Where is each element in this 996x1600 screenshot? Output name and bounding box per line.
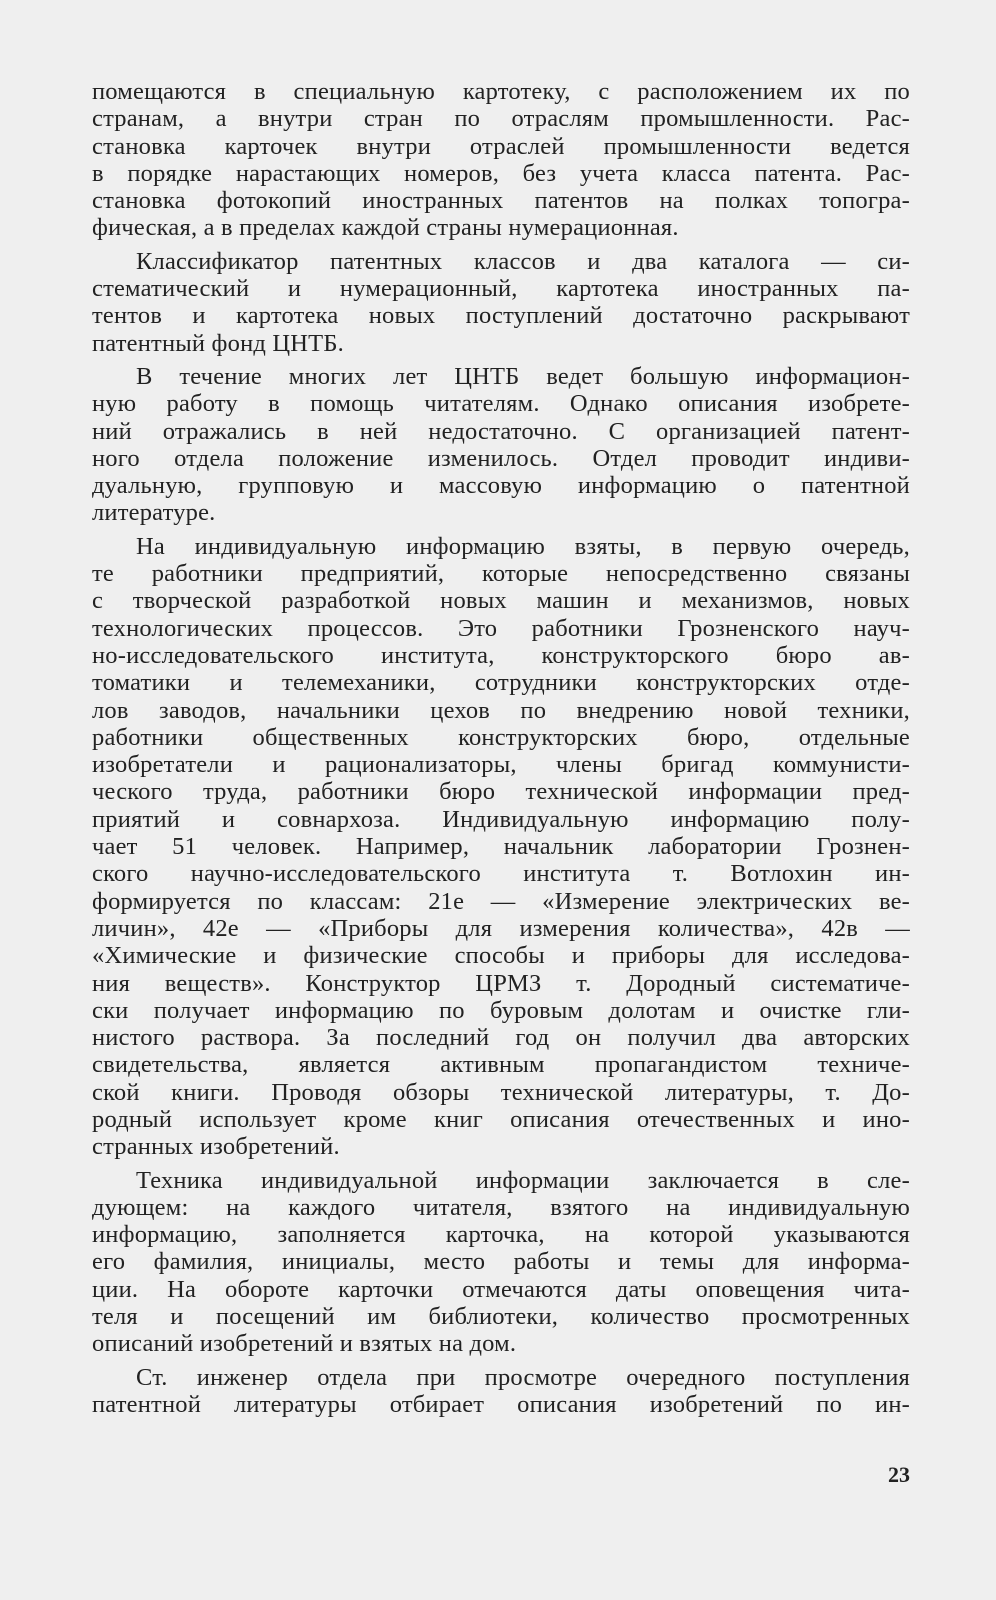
text-line: На индивидуальную информацию взяты, в первую очередь, — [136, 532, 910, 560]
text-line: ской книги. Проводя обзоры технической литературы, т. До- — [92, 1078, 910, 1106]
text-line: теля и посещений им библиотеки, количество просмотренных — [92, 1303, 910, 1331]
text-line: Классификатор патентных классов и два каталога — си- — [136, 247, 910, 275]
text-line: ции. На обороте карточки отмечаются даты оповещения чита- — [92, 1275, 910, 1303]
text-line: с творческой разработкой новых машин и механизмов, новых — [92, 587, 910, 615]
text-line: ную работу в помощь читателям. Однако описания изобрете- — [92, 390, 910, 418]
paragraph — [92, 363, 910, 527]
text-line: личин», 42е — «Приборы для измерения количества», 42в — — [92, 914, 910, 942]
body-text — [92, 78, 910, 1418]
text-line: ски получает информацию по буровым долотам и очистке гли- — [92, 996, 910, 1024]
text-line: патентный фонд ЦНТБ. — [92, 329, 344, 357]
text-line: странных изобретений. — [92, 1133, 340, 1161]
text-line: «Химические и физические способы и приборы для исследова- — [92, 942, 910, 970]
text-line: те работники предприятий, которые непосредственно связаны — [92, 560, 910, 588]
text-line: патентной литературы отбирает описания изобретений по ин- — [92, 1390, 910, 1418]
text-line: ния веществ». Конструктор ЦРМЗ т. Дородный систематиче- — [92, 969, 910, 997]
text-line: родный использует кроме книг описания отечественных и ино- — [92, 1105, 910, 1133]
text-line: описаний изобретений и взятых на дом. — [92, 1330, 517, 1358]
text-line: работники общественных конструкторских бюро, отдельные — [92, 723, 910, 751]
text-line: но-исследовательского института, конструкторского бюро ав- — [92, 641, 910, 669]
text-line: чает 51 человек. Например, начальник лаборатории Грознен- — [92, 833, 910, 861]
text-line: свидетельства, является активным пропагандистом техниче- — [92, 1051, 910, 1079]
text-line: литературе. — [92, 499, 216, 527]
text-line: Ст. инженер отдела при просмотре очередного поступления — [136, 1363, 910, 1391]
text-line: формируется по классам: 21е — «Измерение электрических ве- — [92, 887, 910, 915]
text-line: тентов и картотека новых поступлений достаточно раскрывают — [92, 302, 910, 330]
text-line: лов заводов, начальники цехов по внедрению новой техники, — [92, 696, 910, 724]
paragraph — [92, 1167, 910, 1358]
text-line: помещаются в специальную картотеку, с расположением их по — [92, 78, 910, 105]
text-line: технологических процессов. Это работники Грозненского науч- — [92, 614, 910, 642]
paragraph — [92, 248, 910, 357]
text-line: дуальную, групповую и массовую информацию о патентной — [92, 472, 910, 500]
text-line: информацию, заполняется карточка, на которой указываются — [92, 1221, 910, 1249]
text-line: ческого труда, работники бюро технической информации пред- — [92, 778, 910, 806]
text-line: нистого раствора. За последний год он получил два авторских — [92, 1024, 910, 1052]
paragraph — [92, 1364, 910, 1419]
text-line: изобретатели и рационализаторы, члены бригад коммунисти- — [92, 751, 910, 779]
text-line: ний отражались в ней недостаточно. С организацией патент- — [92, 417, 910, 445]
text-line: странам, а внутри стран по отраслям промышленности. Рас- — [92, 105, 910, 133]
text-line: в порядке нарастающих номеров, без учета класса патента. Рас- — [92, 159, 910, 187]
text-line: фическая, а в пределах каждой страны нумерационная. — [92, 214, 679, 242]
text-line: В течение многих лет ЦНТБ ведет большую информацион- — [136, 362, 910, 390]
text-line: приятий и совнархоза. Индивидуальную информацию полу- — [92, 805, 910, 833]
text-line: томатики и телемеханики, сотрудники конструкторских отде- — [92, 669, 910, 697]
text-line: ного отдела положение изменилось. Отдел проводит индиви- — [92, 444, 910, 472]
text-line: ского научно-исследовательского института т. Вотлохин ин- — [92, 860, 910, 888]
text-line: становка фотокопий иностранных патентов на полках топогра- — [92, 187, 910, 215]
text-line: его фамилия, инициалы, место работы и темы для информа- — [92, 1248, 910, 1276]
paragraph — [92, 78, 910, 242]
page-number: 23 — [888, 1462, 910, 1487]
text-line: становка карточек внутри отраслей промышленности ведется — [92, 132, 910, 160]
text-line: стематический и нумерационный, картотека иностранных па- — [92, 275, 910, 303]
paragraph — [92, 533, 910, 1161]
text-line: Техника индивидуальной информации заключается в сле- — [136, 1166, 910, 1194]
text-line: дующем: на каждого читателя, взятого на индивидуальную — [92, 1193, 910, 1221]
